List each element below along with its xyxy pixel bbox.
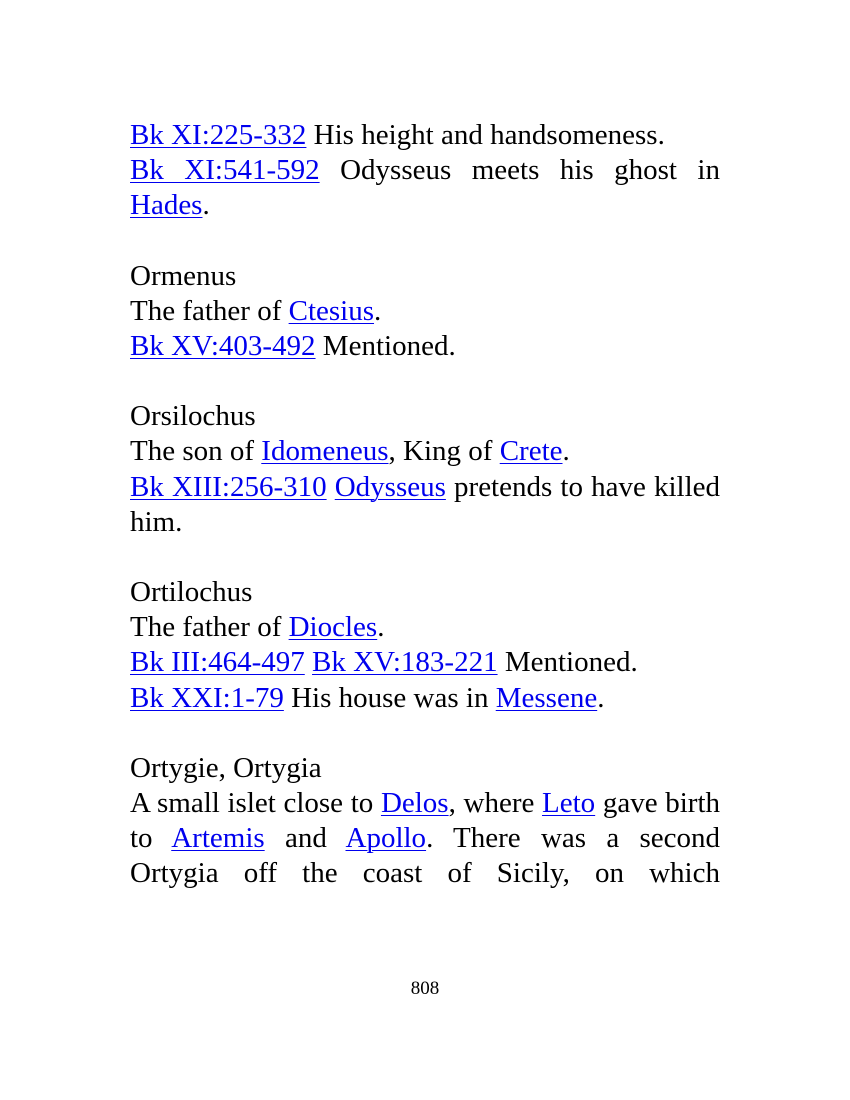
entry-ref-ortilochus-1: [130, 645, 720, 680]
ref-text: Mentioned.: [497, 646, 638, 679]
desc-text: . There was a second Ortygia off the coast of Sicily, on which: [130, 822, 720, 890]
spacer: [130, 364, 720, 399]
entry-heading-ortilochus: Ortilochus: [130, 576, 253, 609]
ref-text: Odysseus meets his ghost in: [319, 154, 720, 187]
odysseus-ref-line-2: [130, 153, 720, 223]
space: [305, 646, 312, 678]
ref-text: His height and handsomeness.: [306, 119, 665, 151]
desc-text: The son of: [130, 435, 262, 468]
diocles-link[interactable]: Diocles: [288, 611, 378, 644]
ref-link[interactable]: Bk XI:541-592: [130, 154, 320, 187]
crete-link[interactable]: Crete: [499, 435, 563, 468]
idomeneus-link[interactable]: Idomeneus: [261, 435, 389, 468]
ref-text: pretends to have killed him.: [130, 470, 720, 538]
odysseus-link[interactable]: Odysseus: [334, 470, 446, 503]
entry-heading-ortygie: Ortygie, Ortygia: [130, 751, 322, 784]
leto-link[interactable]: Leto: [542, 787, 596, 820]
delos-link[interactable]: Delos: [380, 787, 449, 820]
entry-ref-orsilochus: [130, 470, 720, 540]
desc-text: The father of: [130, 294, 289, 327]
punctuation: .: [202, 189, 210, 222]
entry-description-ormenus: [130, 294, 720, 329]
ref-link[interactable]: Bk III:464-497: [130, 646, 305, 679]
desc-text: The father of: [130, 611, 289, 644]
ref-link[interactable]: Bk XV:403-492: [130, 330, 316, 363]
ref-link[interactable]: Bk XV:183-221: [312, 646, 498, 679]
ref-link[interactable]: Bk XXI:1-79: [130, 681, 284, 714]
entry-description-ortygie: [130, 786, 720, 892]
entry-heading-ormenus: Ormenus: [130, 259, 237, 292]
entry-heading-orsilochus: Orsilochus: [130, 400, 256, 433]
apollo-link[interactable]: Apollo: [345, 822, 427, 855]
desc-text: , King of: [388, 435, 500, 468]
ref-text: His house was in: [283, 681, 496, 714]
desc-text: and: [264, 822, 346, 855]
hades-link[interactable]: Hades: [130, 189, 203, 222]
entry-description-ortilochus: [130, 610, 720, 645]
spacer: [130, 540, 720, 575]
ref-link[interactable]: Bk XIII:256-310: [130, 470, 327, 503]
punctuation: .: [562, 435, 570, 468]
desc-text: A small islet close to: [130, 787, 381, 820]
punctuation: .: [597, 681, 605, 714]
spacer: [130, 224, 720, 259]
entry-ref-ortilochus-2: [130, 681, 720, 716]
desc-text: gave birth to: [130, 787, 720, 855]
page-number: 808: [410, 978, 440, 999]
ref-link[interactable]: Bk XI:225-332: [130, 119, 307, 151]
page-content: [130, 118, 720, 892]
odysseus-ref-line-1: [130, 118, 720, 153]
spacer: [130, 716, 720, 751]
punctuation: .: [377, 611, 385, 644]
entry-ref-ormenus: [130, 329, 720, 364]
space: [327, 471, 335, 503]
punctuation: .: [374, 294, 382, 327]
ctesius-link[interactable]: Ctesius: [288, 294, 375, 327]
artemis-link[interactable]: Artemis: [171, 822, 265, 855]
ref-text: Mentioned.: [315, 330, 456, 363]
desc-text: , where: [448, 787, 543, 820]
messene-link[interactable]: Messene: [495, 681, 598, 714]
entry-description-orsilochus: [130, 434, 720, 469]
